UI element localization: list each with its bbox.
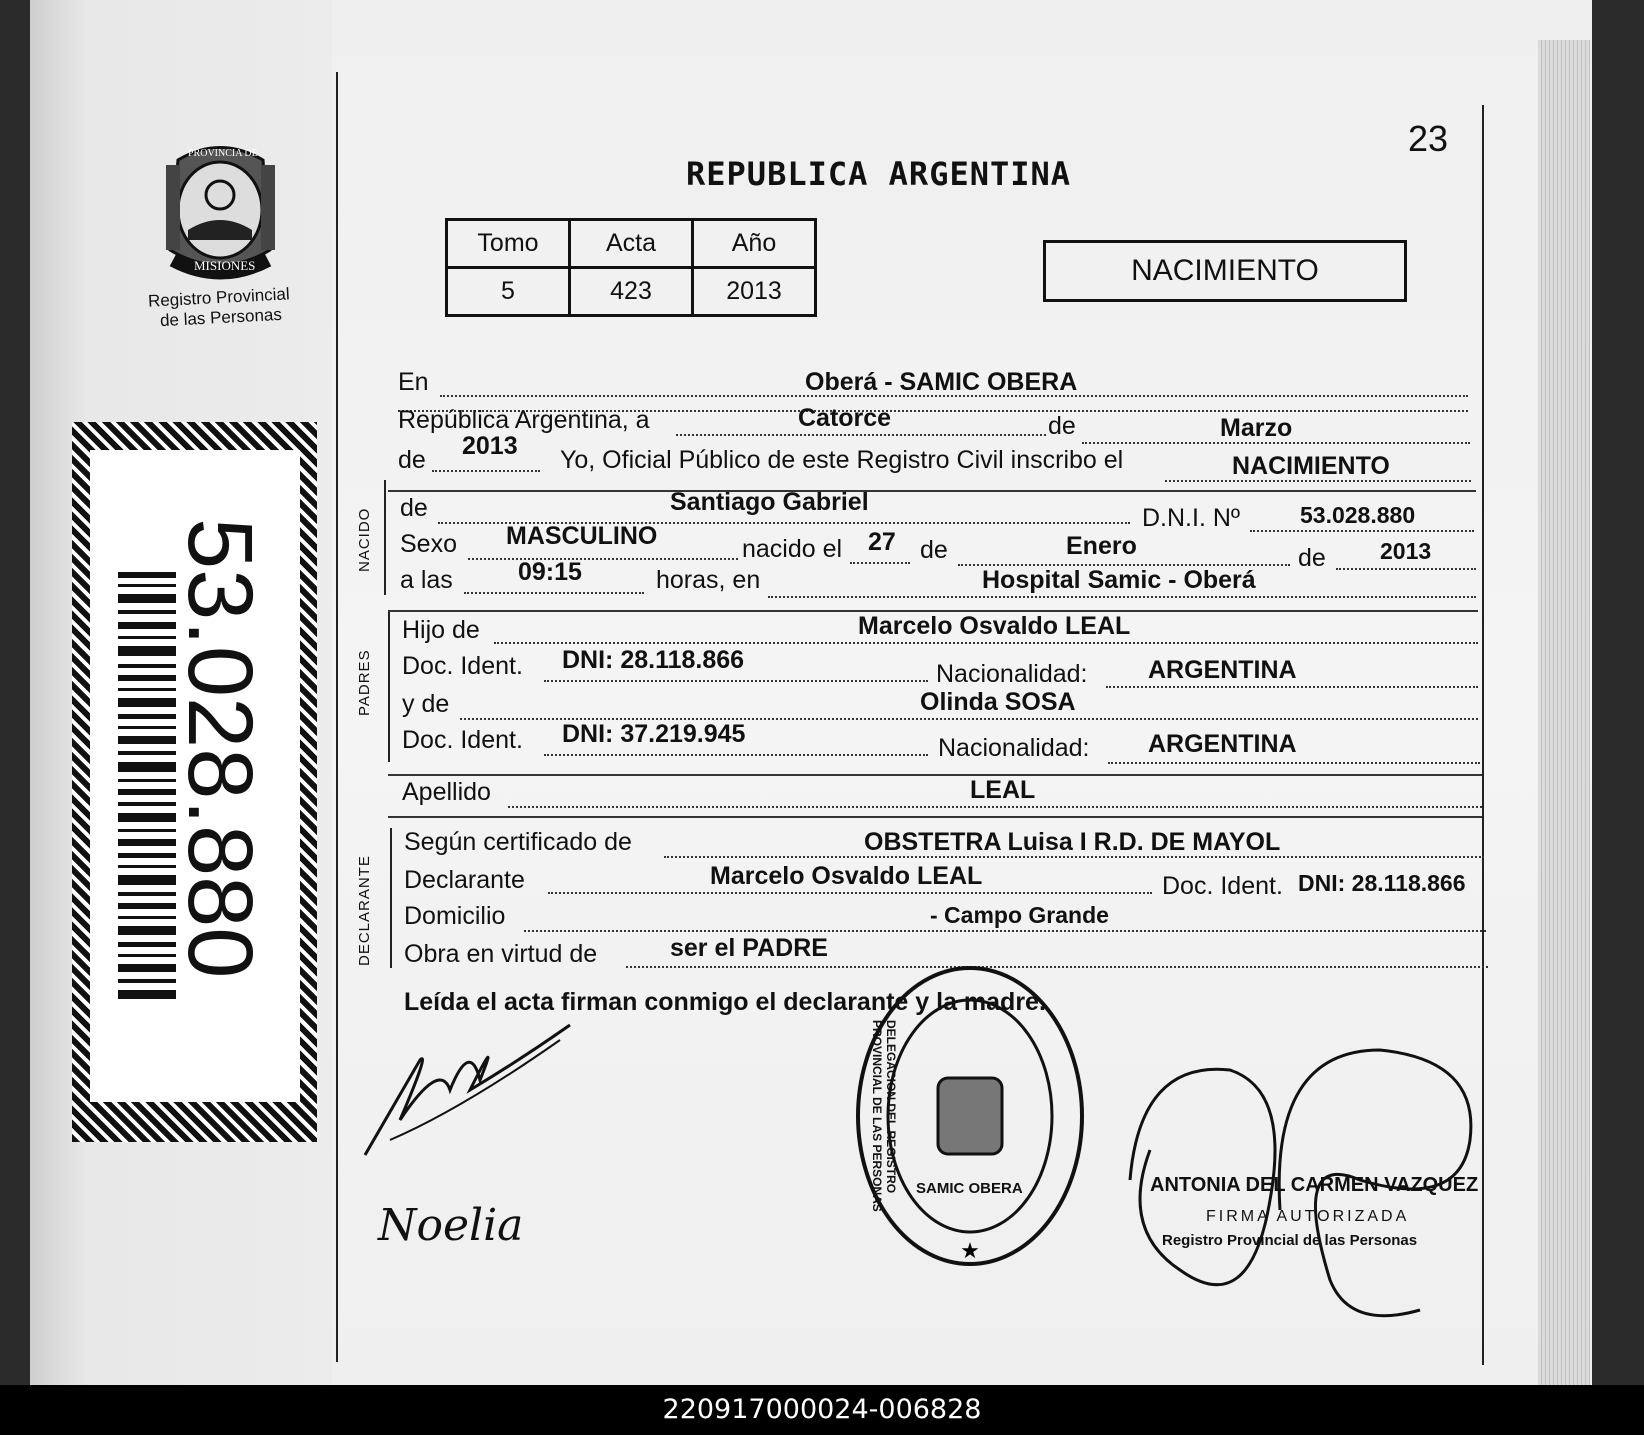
de-label: de xyxy=(398,446,426,474)
section-bracket xyxy=(388,612,390,762)
seal-text-top: PROVINCIA DE xyxy=(188,148,258,159)
logo-caption-2: de las Personas xyxy=(159,304,283,331)
dotted-line xyxy=(676,434,1046,436)
dni-value: 53.028.880 xyxy=(1300,502,1416,528)
section-bracket xyxy=(384,480,386,595)
rep-day: Catorce xyxy=(798,404,892,432)
de-year: 2013 xyxy=(462,432,518,460)
birth-place: Hospital Samic - Oberá xyxy=(982,566,1256,594)
birth-time: 09:15 xyxy=(518,558,582,586)
svg-text:★: ★ xyxy=(960,1238,980,1263)
declarante-doc: DNI: 28.118.866 xyxy=(1298,870,1466,896)
closing-text: Leída el acta firman conmigo el declarante y la madre. xyxy=(404,988,1046,1016)
handwritten-name: Noelia xyxy=(378,1200,524,1251)
nacido-section-label: NACIDO xyxy=(356,507,373,572)
nacido-el-label: nacido el xyxy=(742,535,843,563)
apellido-value: LEAL xyxy=(970,776,1036,804)
declarante-label: Declarante xyxy=(404,866,525,894)
page-stack-edge xyxy=(1538,40,1590,1385)
de2-label: de xyxy=(1298,544,1326,572)
rep-month: Marzo xyxy=(1220,414,1293,442)
stamp-outer-text: DELEGACION DEL REGISTRO PROVINCIAL DE LAS PERSONAS xyxy=(870,1020,898,1212)
sexo-label: Sexo xyxy=(400,530,457,558)
horas-label: horas, en xyxy=(656,566,761,594)
father-name: Marcelo Osvaldo LEAL xyxy=(858,612,1131,640)
logo-caption-1: Registro Provincial xyxy=(147,284,291,311)
dotted-line xyxy=(768,596,1476,598)
record-type-label: NACIMIENTO xyxy=(1131,254,1319,287)
dotted-line xyxy=(1106,686,1478,688)
authorized-name: ANTONIA DEL CARMEN VAZQUEZ xyxy=(1150,1174,1479,1196)
hijo-label: Hijo de xyxy=(402,616,480,644)
father-doc-label: Doc. Ident. xyxy=(402,652,523,680)
segun-value: OBSTETRA Luisa I R.D. DE MAYOL xyxy=(864,828,1281,856)
father-nac-label: Nacionalidad: xyxy=(936,660,1088,688)
nacido-de-label: de xyxy=(400,494,428,522)
alas-label: a las xyxy=(400,566,453,594)
mother-nac: ARGENTINA xyxy=(1148,730,1297,758)
rep-label: República Argentina, a xyxy=(398,406,650,434)
obra-value: ser el PADRE xyxy=(670,934,828,962)
dotted-line xyxy=(548,892,1152,894)
tomo-acta-anio-table xyxy=(445,218,817,317)
table-cell-acta: 423 xyxy=(570,268,693,316)
table-header-anio: Año xyxy=(693,220,816,268)
round-official-stamp xyxy=(850,960,1090,1272)
dotted-line xyxy=(1250,530,1474,532)
barcode-number: 53.028.880 xyxy=(169,518,271,979)
nacido-name: Santiago Gabriel xyxy=(670,488,869,516)
dotted-line xyxy=(850,562,910,564)
dotted-line xyxy=(544,680,928,682)
sexo-value: MASCULINO xyxy=(506,522,658,550)
obra-label: Obra en virtud de xyxy=(404,940,598,968)
segun-label: Según certificado de xyxy=(404,828,632,856)
mother-doc-label: Doc. Ident. xyxy=(402,726,523,754)
section-divider xyxy=(388,490,1476,492)
dotted-line xyxy=(544,754,928,756)
table-cell-tomo: 5 xyxy=(447,268,570,316)
province-seal-logo xyxy=(158,140,283,280)
dotted-line xyxy=(432,470,540,472)
authorized-line: FIRMA AUTORIZADA xyxy=(1206,1208,1410,1225)
footer-id: 220917000024-006828 xyxy=(0,1385,1644,1435)
dotted-line xyxy=(468,558,738,560)
dotted-line xyxy=(1108,762,1480,764)
dotted-line xyxy=(464,592,644,594)
en-label: En xyxy=(398,368,429,396)
declarante-doc-label: Doc. Ident. xyxy=(1162,872,1283,900)
dotted-line xyxy=(494,642,1478,644)
yde-label: y de xyxy=(402,690,450,718)
declarante-value: Marcelo Osvaldo LEAL xyxy=(710,862,983,890)
page-number: 23 xyxy=(1408,118,1449,159)
father-nac: ARGENTINA xyxy=(1148,656,1297,684)
yo-text: Yo, Oficial Público de este Registro Civil inscribo el xyxy=(560,446,1124,474)
padres-section-label: PADRES xyxy=(356,649,373,716)
birth-year: 2013 xyxy=(1380,538,1432,564)
en-value: Oberá - SAMIC OBERA xyxy=(805,368,1078,396)
section-divider xyxy=(388,774,1482,776)
mother-name: Olinda SOSA xyxy=(920,688,1076,716)
dni-label: D.N.I. Nº xyxy=(1142,504,1241,532)
mother-doc: DNI: 37.219.945 xyxy=(562,720,746,748)
dotted-line xyxy=(508,806,1482,808)
domicilio-value: - Campo Grande xyxy=(930,902,1109,928)
apellido-label: Apellido xyxy=(402,778,491,806)
table-cell-anio: 2013 xyxy=(693,268,816,316)
table-header-tomo: Tomo xyxy=(447,220,570,268)
dotted-line xyxy=(524,930,1486,932)
authorized-registry: Registro Provincial de las Personas xyxy=(1162,1232,1418,1249)
stamp-inner-text: SAMIC OBERA xyxy=(916,1180,1023,1197)
birth-month: Enero xyxy=(1066,532,1137,560)
mother-nac-label: Nacionalidad: xyxy=(938,734,1090,762)
father-doc: DNI: 28.118.866 xyxy=(562,646,745,674)
section-divider xyxy=(388,816,1482,818)
dotted-line xyxy=(1336,568,1476,570)
de1-label: de xyxy=(920,536,948,564)
domicilio-label: Domicilio xyxy=(404,902,506,930)
inscribo-value: NACIMIENTO xyxy=(1232,452,1390,480)
page-title: REPUBLICA ARGENTINA xyxy=(686,155,1072,193)
declarant-signature xyxy=(360,1020,580,1160)
record-type-box xyxy=(1043,240,1407,302)
margin-line xyxy=(336,72,338,1362)
seal-text-bottom: MISIONES xyxy=(194,258,256,273)
birth-day: 27 xyxy=(868,528,896,556)
declarante-section-label: DECLARANTE xyxy=(356,855,373,966)
rep-de: de xyxy=(1048,412,1076,440)
table-header-acta: Acta xyxy=(570,220,693,268)
section-bracket xyxy=(390,828,392,968)
